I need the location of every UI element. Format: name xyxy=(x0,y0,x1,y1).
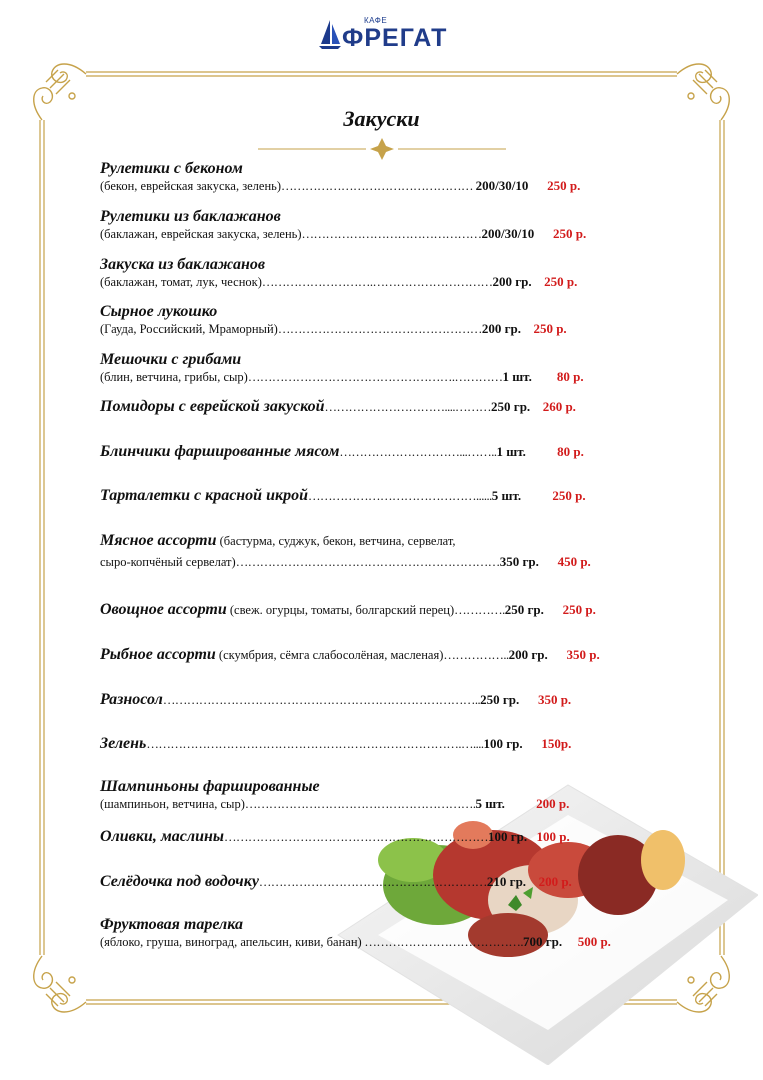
leader-dots: ……………………………………...... xyxy=(307,489,492,503)
menu-item xyxy=(100,398,700,416)
ship-icon xyxy=(318,18,342,50)
menu-item xyxy=(100,735,700,753)
leader-dots: ……………………….………………………… xyxy=(261,275,493,289)
leader-dots: ………………………………………………………… xyxy=(223,830,488,844)
item-price: 350 р. xyxy=(566,647,600,662)
item-price: 250 р. xyxy=(562,602,596,617)
item-price: 350 р. xyxy=(537,692,572,707)
leader-dots: …………………………………………….………… xyxy=(247,370,503,384)
item-name: Рулетики из баклажанов xyxy=(100,208,281,225)
leader-dots: …………. xyxy=(454,603,505,617)
item-name: Закуска из баклажанов xyxy=(100,256,265,273)
leader-dots: …………………………………………………. xyxy=(244,797,476,811)
item-name: Мешочки с грибами xyxy=(100,351,242,368)
menu-item xyxy=(100,256,700,290)
item-quantity: 100 гр. xyxy=(483,736,523,751)
title-divider xyxy=(258,138,506,160)
section-title: Закуски xyxy=(343,106,420,131)
item-name: Фруктовая тарелка xyxy=(100,916,243,933)
item-price: 80 р. xyxy=(556,369,584,384)
leader-dots: ………………………………………………… xyxy=(258,875,487,889)
leader-dots: ………………………………………………………… xyxy=(235,555,500,569)
menu-item xyxy=(100,646,700,664)
item-quantity: 210 гр. xyxy=(486,874,527,889)
corner-ornament-bottom-left xyxy=(34,956,86,1012)
item-quantity: 200/30/10 xyxy=(481,226,535,241)
item-price: 200 р. xyxy=(536,796,570,811)
menu-item xyxy=(100,601,700,619)
item-description: (Гауда, Российский, Мраморный) xyxy=(100,322,278,336)
item-name: Овощное ассорти xyxy=(100,601,227,618)
cafe-logo xyxy=(318,14,458,54)
menu-item xyxy=(100,873,700,891)
item-quantity: 350 гр. xyxy=(499,554,539,569)
item-description: (бастурма, суджук, бекон, ветчина, сервелат, xyxy=(216,534,456,548)
menu-item xyxy=(100,487,700,505)
item-quantity: 5 шт. xyxy=(491,488,522,503)
item-price: 250 р. xyxy=(553,226,587,241)
item-description: (свеж. огурцы, томаты, болгарский перец) xyxy=(226,603,455,617)
item-name: Рулетики с беконом xyxy=(100,160,243,177)
menu-item xyxy=(100,828,700,846)
item-price: 450 р. xyxy=(557,554,591,569)
item-name: Шампиньоны фаршированные xyxy=(100,778,320,795)
item-description: (бекон, еврейская закуска, зелень) xyxy=(100,179,282,193)
item-name: Тарталетки с красной икрой xyxy=(100,487,308,504)
item-name: Оливки, маслины xyxy=(100,828,224,845)
item-price: 80 р. xyxy=(557,444,584,459)
menu-item xyxy=(100,916,700,950)
logo-cafe-label: КАФЕ xyxy=(364,16,388,25)
leader-dots: ………………………………………… xyxy=(281,179,476,193)
item-quantity: 200/30/10 xyxy=(475,178,529,193)
item-quantity: 1 шт. xyxy=(502,369,532,384)
item-name: Разносол xyxy=(100,691,163,708)
item-name: Рыбное ассорти xyxy=(100,646,216,663)
leader-dots: ……………………………………… xyxy=(301,227,482,241)
menu-item xyxy=(100,532,700,570)
menu-item xyxy=(100,443,700,461)
item-price: 250 р. xyxy=(533,321,567,336)
item-price: 260 р. xyxy=(542,399,576,414)
item-price: 250 р. xyxy=(544,274,578,289)
menu-item xyxy=(100,160,700,194)
leader-dots: …………………………...…….. xyxy=(339,445,497,459)
item-quantity: 200 гр. xyxy=(481,321,521,336)
item-quantity: 250 гр. xyxy=(491,399,531,414)
leader-dots: …………………………………………………………………….….... xyxy=(146,737,484,751)
item-quantity: 100 гр. xyxy=(487,829,528,844)
item-description: (шампиньон, ветчина, сыр) xyxy=(100,797,245,811)
menu-item xyxy=(100,208,700,242)
item-quantity: 250 гр. xyxy=(504,602,544,617)
item-name: Блинчики фаршированные мясом xyxy=(100,443,340,460)
item-description: (блин, ветчина, грибы, сыр) xyxy=(100,370,248,384)
logo-brand-name: ФРЕГАТ xyxy=(342,24,448,52)
item-name: Мясное ассорти xyxy=(100,532,217,549)
item-price: 150р. xyxy=(541,736,572,751)
item-name: Зелень xyxy=(100,735,147,752)
item-name: Помидоры с еврейской закуской xyxy=(100,398,325,415)
item-name: Селёдочка под водочку xyxy=(100,873,259,890)
item-quantity: 200 гр. xyxy=(492,274,532,289)
item-price: 100 р. xyxy=(536,829,570,844)
menu-item xyxy=(100,778,700,812)
menu-item xyxy=(100,351,700,385)
item-description: (баклажан, еврейская закуска, зелень) xyxy=(100,227,302,241)
item-description: (яблоко, груша, виноград, апельсин, киви, банан) xyxy=(100,935,362,949)
leader-dots: …………………………………………………………………….. xyxy=(162,693,481,707)
item-price: 500 р. xyxy=(577,934,611,949)
leader-dots: …………………………....……… xyxy=(324,400,492,414)
item-description: (баклажан, томат, лук, чеснок) xyxy=(100,275,262,289)
menu-item xyxy=(100,691,700,709)
item-quantity: 200 гр. xyxy=(508,647,548,662)
item-description: (скумбрия, сёмга слабосолёная, масленая) xyxy=(215,648,444,662)
leader-dots: …………………………………………… xyxy=(277,322,482,336)
item-price: 200 р. xyxy=(538,874,572,889)
item-quantity: 700 гр. xyxy=(522,934,563,949)
item-quantity: 1 шт. xyxy=(496,444,526,459)
item-price: 250 р. xyxy=(552,488,586,503)
item-quantity: 250 гр. xyxy=(480,692,520,707)
menu-item xyxy=(100,303,700,337)
leader-dots: …………….. xyxy=(443,648,509,662)
item-quantity: 5 шт. xyxy=(475,796,505,811)
leader-dots: …………………………………. xyxy=(361,935,523,949)
item-name: Сырное лукошко xyxy=(100,303,218,320)
item-description-continued: сыро-копчёный сервелат) xyxy=(100,555,236,569)
item-price: 250 р. xyxy=(547,178,581,193)
